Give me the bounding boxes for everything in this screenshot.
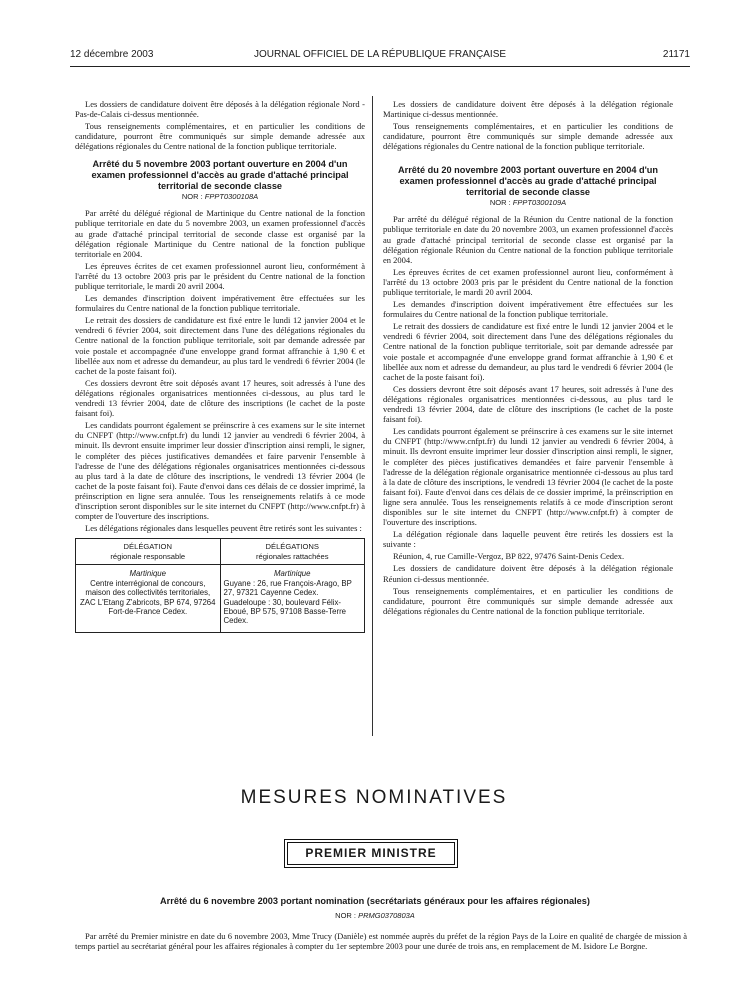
- left-paragraph: Les demandes d'inscription doivent impérativement être effectuées sur les formulaires du Centre national de la fonction publique territoriale.: [75, 293, 365, 314]
- table-cell-text: Guyane : 26, rue François-Arago, BP 27, 97321 Cayenne Cedex. Guadeloupe : 30, boulevard Félix-Eboué, BP 575, 97108 Basse-Terre Cedex.: [223, 579, 352, 626]
- table-header-sub: régionales rattachées: [255, 551, 329, 561]
- nor-label: NOR :: [489, 198, 511, 208]
- right-paragraph: Les demandes d'inscription doivent impérativement être effectuées sur les formulaires du Centre national de la fonction publique territoriale.: [383, 299, 673, 320]
- column-divider: [372, 96, 373, 736]
- right-nor-reference: [383, 198, 673, 208]
- right-paragraph: La délégation régionale dans laquelle peuvent être retirés les dossiers est la suivante :: [383, 529, 673, 550]
- left-paragraph: Les candidats pourront également se préinscrire à ces examens sur le site internet du CNFPT (http://www.cnfpt.fr) du lundi 12 janvier au vendredi 6 février 2004, à minuit. Ils devront ensuite imprimer leur dossier d'inscription ainsi rempli, le signer, le compléter des pièces justificatives demandées et faire parvenir l'ensemble à l'adresse de l'une des délégations régionales organisatrices mentionnées ci-dessous au plus tard à la date de clôture des inscriptions, le vendredi 13 février 2004 (le cachet de la poste faisant foi). Faute d'envoi dans ces délais de ce dossier imprimé, la préinscription en ligne sera annulée. Tous les renseignements relatifs à ce mode d'inscription seront disponibles sur le site internet du CNFPT (http://www.cnfpt.fr) à compter de l'ouverture des inscriptions.: [75, 420, 365, 522]
- left-paragraph: Les délégations régionales dans lesquelles peuvent être retirés sont les suivantes :: [85, 523, 362, 534]
- right-intro-paragraph: Tous renseignements complémentaires, et en particulier les conditions de candidature, pourront être communiqués sur simple demande adressée aux délégations régionales du Centre national de la fonction publique territoriale.: [383, 121, 673, 152]
- nomination-arrete-title: Arrêté du 6 novembre 2003 portant nomination (secrétariats généraux pour les affaires régionales): [160, 896, 590, 906]
- left-column: [75, 99, 365, 633]
- nomination-nor-reference: [70, 911, 680, 920]
- nor-label: NOR :: [181, 192, 203, 202]
- table-cell-region: Martinique: [129, 568, 166, 578]
- right-column: [383, 99, 673, 618]
- left-paragraph: Les épreuves écrites de cet examen professionnel auront lieu, conformément à l'arrêté du 13 octobre 2003 pris par le président du Centre national de la fonction publique territoriale, le mardi 20 avril 2004.: [75, 260, 365, 291]
- left-intro-paragraph: Les dossiers de candidature doivent être déposés à la délégation régionale Nord - Pas-de-Calais ci-dessus mentionnée.: [75, 99, 365, 120]
- table-cell: [76, 564, 221, 632]
- right-paragraph: Tous renseignements complémentaires, et en particulier les conditions de candidature, pourront être communiqués sur simple demande adressée aux délégations régionales du Centre national de la fonction publique territoriale.: [383, 585, 673, 616]
- left-arrete-title: Arrêté du 5 novembre 2003 portant ouverture en 2004 d'un examen professionnel d'accès au grade d'attaché principal territorial de seconde classe: [91, 159, 349, 191]
- nor-code: FPPT0300109A: [512, 198, 567, 208]
- ministry-label: PREMIER MINISTRE: [287, 842, 455, 865]
- right-paragraph: Réunion, 4, rue Camille-Vergoz, BP 822, 97476 Saint-Denis Cedex.: [393, 551, 625, 562]
- left-paragraph: Par arrêté du délégué régional de Martinique du Centre national de la fonction publique territoriale en date du 5 novembre 2003, un examen professionnel d'accès au grade d'attaché principal territorial de seconde classe est organisé par la délégation régionale Martinique du Centre national de la fonction publique territoriale en 2004.: [75, 208, 365, 259]
- nor-code: PRMG0370803A: [358, 911, 415, 920]
- delegations-table: [75, 538, 365, 632]
- table-header-top: DÉLÉGATION: [123, 542, 172, 552]
- ministry-box: [284, 839, 458, 868]
- left-paragraph: Ces dossiers devront être soit déposés avant 17 heures, soit adressés à l'une des délégations régionales organisatrices mentionnées ci-dessous, au plus tard le vendredi 13 février 2004, date de clôture des inscriptions (le cachet de la poste faisant foi).: [75, 377, 365, 419]
- nor-code: FPPT0300108A: [204, 192, 259, 202]
- table-header-cell: [220, 539, 365, 565]
- left-paragraph: Le retrait des dossiers de candidature est fixé entre le lundi 12 janvier 2004 et le vendredi 6 février 2004, soit directement dans l'une des délégations régionales du Centre national de la fonction publique territoriale, soit par demande adressée par voie postale et accompagnée d'une enveloppe grand format affranchie à 1,90 € et libellée aux nom et adresse du demandeur, au plus tard le vendredi 6 février 2004 (le cachet de la poste faisant foi).: [75, 315, 365, 376]
- right-intro-paragraph: Les dossiers de candidature doivent être déposés à la délégation régionale Martinique ci-dessus mentionnée.: [383, 99, 673, 120]
- table-cell-text: Centre interrégional de concours, maison des collectivités territoriales, ZAC L'Etang Z'abricots, BP 674, 97264 Fort-de-France Cedex.: [80, 579, 216, 617]
- header-page-number: 21171: [662, 49, 690, 60]
- section-heading-mesures: MESURES NOMINATIVES: [240, 787, 508, 808]
- right-paragraph: Les dossiers de candidature doivent être déposés à la délégation régionale Réunion ci-dessus mentionnée.: [383, 563, 673, 584]
- header-date: 12 décembre 2003: [70, 49, 154, 60]
- nomination-body: Par arrêté du Premier ministre en date du 6 novembre 2003, Mme Trucy (Danièle) est nommée auprès du préfet de la région Pays de la Loire en qualité de chargée de mission à temps partiel au secrétariat général pour les affaires régionales à compter du 1er septembre 2003 pour une durée de trois ans, en remplacement de M. Isidore Le Borgne.: [75, 931, 687, 952]
- right-paragraph: Ces dossiers devront être soit déposés avant 17 heures, soit adressés à l'une des délégations régionales organisatrices mentionnées ci-dessous, au plus tard le vendredi 13 février 2004, date de clôture des inscriptions (le cachet de la poste faisant foi).: [383, 383, 673, 425]
- table-header-sub: régionale responsable: [110, 551, 186, 561]
- page-header: [70, 49, 690, 63]
- right-paragraph: Par arrêté du délégué régional de la Réunion du Centre national de la fonction publique territoriale en date du 20 novembre 2003, un examen professionnel d'accès au grade d'attaché principal territorial de seconde classe est organisé par la délégation régionale Réunion du Centre national de la fonction publique territoriale en 2004.: [383, 214, 673, 265]
- nor-label: NOR :: [335, 911, 357, 920]
- right-arrete-title: Arrêté du 20 novembre 2003 portant ouverture en 2004 d'un examen professionnel d'accès au grade d'attaché principal territorial de seconde classe: [397, 165, 659, 197]
- left-nor-reference: [75, 192, 365, 202]
- right-paragraph: Les candidats pourront également se préinscrire à ces examens sur le site internet du CNFPT (http://www.cnfpt.fr) du lundi 12 janvier au vendredi 6 février 2004, à minuit. Ils devront ensuite imprimer leur dossier d'inscription ainsi rempli, le signer, le compléter des pièces justificatives demandées et faire parvenir l'ensemble à l'adresse de la délégation régionale organisatrice mentionnée ci-dessous au plus tard à la date de clôture des inscriptions, le vendredi 13 février 2004 (le cachet de la poste faisant foi). Faute d'envoi dans ces délais de ce dossier imprimé, la préinscription en ligne sera annulée. Tous les renseignements relatifs à ce mode d'inscription seront disponibles sur le site internet du CNFPT (http://www.cnfpt.fr) à compter de l'ouverture des inscriptions.: [383, 426, 673, 528]
- right-paragraph: Les épreuves écrites de cet examen professionnel auront lieu, conformément à l'arrêté du 13 octobre 2003 pris par le président du Centre national de la fonction publique territoriale, le mardi 20 avril 2004.: [383, 266, 673, 297]
- table-cell-region: Martinique: [274, 568, 311, 578]
- table-header-cell: [76, 539, 221, 565]
- right-paragraph: Le retrait des dossiers de candidature est fixé entre le lundi 12 janvier 2004 et le vendredi 6 février 2004, soit directement dans l'une des délégations régionales du Centre national de la fonction publique territoriale, soit par demande adressée par voie postale et accompagnée d'une enveloppe grand format affranchie à 1,90 € et libellée aux nom et adresse du demandeur, au plus tard le vendredi 6 février 2004 (le cachet de la poste faisant foi).: [383, 321, 673, 382]
- left-intro-paragraph: Tous renseignements complémentaires, et en particulier les conditions de candidature, pourront être communiqués sur simple demande adressée aux délégations régionales du Centre national de la fonction publique territoriale.: [75, 121, 365, 152]
- table-cell: [220, 564, 365, 632]
- table-header-top: DÉLÉGATIONS: [265, 542, 319, 552]
- header-rule: [70, 66, 690, 67]
- header-journal-title: JOURNAL OFFICIEL DE LA RÉPUBLIQUE FRANÇAISE: [253, 49, 507, 60]
